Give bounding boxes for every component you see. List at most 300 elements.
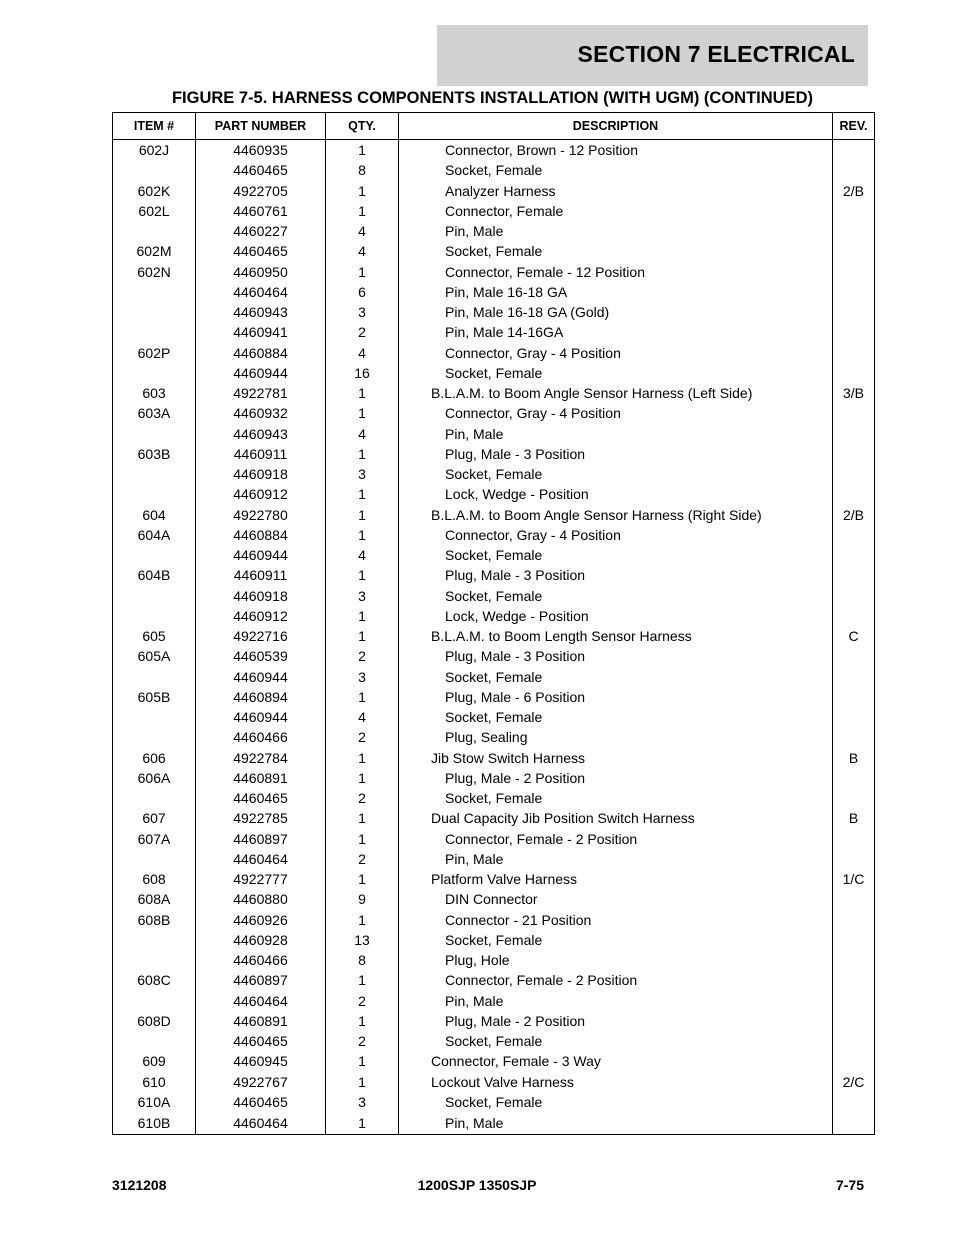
table-row bbox=[113, 322, 875, 342]
table-row bbox=[113, 606, 875, 626]
cell-qty: 1 bbox=[326, 140, 399, 161]
footer-page-number: 7-75 bbox=[835, 1177, 864, 1193]
cell-part-number: 4460932 bbox=[196, 403, 326, 423]
table-row bbox=[113, 262, 875, 282]
table-row bbox=[113, 1112, 875, 1135]
cell-rev bbox=[833, 201, 875, 221]
table-row bbox=[113, 343, 875, 363]
cell-item-number: 603 bbox=[113, 383, 196, 403]
column-header-part-number: PART NUMBER bbox=[196, 113, 326, 140]
column-header-item: ITEM # bbox=[113, 113, 196, 140]
cell-item-number: 602K bbox=[113, 181, 196, 201]
cell-rev: 2/C bbox=[833, 1072, 875, 1092]
cell-description: Connector, Female - 2 Position bbox=[399, 829, 833, 849]
footer-doc-number: 3121208 bbox=[112, 1177, 167, 1193]
cell-qty: 4 bbox=[326, 343, 399, 363]
cell-part-number: 4460465 bbox=[196, 1092, 326, 1112]
figure-title: FIGURE 7-5. HARNESS COMPONENTS INSTALLATION (WITH UGM) (CONTINUED) bbox=[171, 89, 814, 107]
cell-item-number bbox=[113, 1031, 196, 1051]
cell-part-number: 4460912 bbox=[196, 606, 326, 626]
parts-table-body bbox=[113, 140, 875, 1135]
cell-qty: 2 bbox=[326, 788, 399, 808]
cell-rev bbox=[833, 282, 875, 302]
cell-description: Plug, Male - 3 Position bbox=[399, 646, 833, 666]
cell-rev bbox=[833, 322, 875, 342]
cell-description: Pin, Male 16-18 GA bbox=[399, 282, 833, 302]
table-row bbox=[113, 241, 875, 261]
cell-qty: 2 bbox=[326, 991, 399, 1011]
cell-part-number: 4460891 bbox=[196, 1011, 326, 1031]
table-row bbox=[113, 1031, 875, 1051]
table-row bbox=[113, 748, 875, 768]
cell-rev: 2/B bbox=[833, 505, 875, 525]
cell-part-number: 4460465 bbox=[196, 788, 326, 808]
cell-description: Plug, Hole bbox=[399, 950, 833, 970]
cell-rev bbox=[833, 302, 875, 322]
cell-rev: 2/B bbox=[833, 181, 875, 201]
parts-table bbox=[112, 112, 875, 1135]
table-row bbox=[113, 1092, 875, 1112]
cell-description: Pin, Male bbox=[399, 221, 833, 241]
column-header-rev: REV. bbox=[833, 113, 875, 140]
cell-rev bbox=[833, 646, 875, 666]
cell-item-number: 607 bbox=[113, 808, 196, 828]
cell-rev bbox=[833, 829, 875, 849]
table-row bbox=[113, 444, 875, 464]
cell-part-number: 4460466 bbox=[196, 727, 326, 747]
cell-description: B.L.A.M. to Boom Length Sensor Harness bbox=[399, 626, 833, 646]
table-row bbox=[113, 950, 875, 970]
cell-item-number: 608B bbox=[113, 910, 196, 930]
cell-item-number: 606 bbox=[113, 748, 196, 768]
cell-description: Socket, Female bbox=[399, 545, 833, 565]
cell-qty: 1 bbox=[326, 181, 399, 201]
table-row bbox=[113, 808, 875, 828]
cell-rev bbox=[833, 788, 875, 808]
cell-item-number bbox=[113, 322, 196, 342]
cell-qty: 4 bbox=[326, 545, 399, 565]
cell-item-number: 608D bbox=[113, 1011, 196, 1031]
cell-description: Socket, Female bbox=[399, 667, 833, 687]
cell-rev bbox=[833, 586, 875, 606]
cell-part-number: 4460918 bbox=[196, 464, 326, 484]
cell-part-number: 4922781 bbox=[196, 383, 326, 403]
cell-part-number: 4460884 bbox=[196, 343, 326, 363]
cell-qty: 1 bbox=[326, 383, 399, 403]
table-row bbox=[113, 505, 875, 525]
cell-item-number: 602N bbox=[113, 262, 196, 282]
cell-rev bbox=[833, 1031, 875, 1051]
cell-part-number: 4922716 bbox=[196, 626, 326, 646]
cell-item-number bbox=[113, 788, 196, 808]
cell-part-number: 4460911 bbox=[196, 565, 326, 585]
cell-part-number: 4460928 bbox=[196, 930, 326, 950]
table-row bbox=[113, 586, 875, 606]
table-row bbox=[113, 910, 875, 930]
cell-item-number bbox=[113, 545, 196, 565]
table-row bbox=[113, 849, 875, 869]
cell-qty: 1 bbox=[326, 403, 399, 423]
cell-description: Socket, Female bbox=[399, 363, 833, 383]
table-row bbox=[113, 727, 875, 747]
cell-description: Lock, Wedge - Position bbox=[399, 484, 833, 504]
cell-item-number: 604A bbox=[113, 525, 196, 545]
cell-item-number bbox=[113, 586, 196, 606]
cell-item-number bbox=[113, 991, 196, 1011]
cell-description: Connector, Female - 12 Position bbox=[399, 262, 833, 282]
cell-qty: 1 bbox=[326, 626, 399, 646]
cell-part-number: 4460465 bbox=[196, 241, 326, 261]
cell-description: Socket, Female bbox=[399, 464, 833, 484]
cell-qty: 1 bbox=[326, 748, 399, 768]
cell-item-number: 602M bbox=[113, 241, 196, 261]
table-row bbox=[113, 1051, 875, 1071]
cell-description: Socket, Female bbox=[399, 707, 833, 727]
cell-part-number: 4460911 bbox=[196, 444, 326, 464]
cell-rev bbox=[833, 464, 875, 484]
cell-description: Jib Stow Switch Harness bbox=[399, 748, 833, 768]
cell-description: Plug, Male - 3 Position bbox=[399, 444, 833, 464]
cell-part-number: 4922777 bbox=[196, 869, 326, 889]
cell-rev bbox=[833, 262, 875, 282]
cell-part-number: 4460926 bbox=[196, 910, 326, 930]
cell-item-number: 608 bbox=[113, 869, 196, 889]
cell-qty: 1 bbox=[326, 970, 399, 990]
cell-description: Socket, Female bbox=[399, 241, 833, 261]
cell-item-number: 607A bbox=[113, 829, 196, 849]
cell-part-number: 4460941 bbox=[196, 322, 326, 342]
cell-item-number: 605B bbox=[113, 687, 196, 707]
cell-rev bbox=[833, 930, 875, 950]
cell-qty: 1 bbox=[326, 1112, 399, 1135]
cell-item-number bbox=[113, 707, 196, 727]
table-row bbox=[113, 687, 875, 707]
table-row bbox=[113, 829, 875, 849]
cell-part-number: 4460897 bbox=[196, 829, 326, 849]
cell-qty: 3 bbox=[326, 586, 399, 606]
cell-description: Pin, Male 14-16GA bbox=[399, 322, 833, 342]
cell-description: Plug, Male - 2 Position bbox=[399, 1011, 833, 1031]
section-title: SECTION 7 ELECTRICAL bbox=[577, 41, 855, 67]
cell-rev bbox=[833, 403, 875, 423]
cell-qty: 1 bbox=[326, 829, 399, 849]
cell-item-number bbox=[113, 606, 196, 626]
cell-qty: 1 bbox=[326, 808, 399, 828]
cell-qty: 1 bbox=[326, 525, 399, 545]
table-row bbox=[113, 768, 875, 788]
cell-description: Plug, Male - 3 Position bbox=[399, 565, 833, 585]
cell-rev: 1/C bbox=[833, 869, 875, 889]
cell-item-number bbox=[113, 727, 196, 747]
table-row bbox=[113, 383, 875, 403]
cell-rev bbox=[833, 363, 875, 383]
cell-rev bbox=[833, 160, 875, 180]
table-row bbox=[113, 221, 875, 241]
cell-qty: 2 bbox=[326, 646, 399, 666]
cell-qty: 3 bbox=[326, 464, 399, 484]
cell-qty: 4 bbox=[326, 424, 399, 444]
cell-item-number: 602J bbox=[113, 140, 196, 161]
cell-description: Socket, Female bbox=[399, 1031, 833, 1051]
table-row bbox=[113, 565, 875, 585]
cell-rev bbox=[833, 343, 875, 363]
cell-qty: 4 bbox=[326, 707, 399, 727]
cell-part-number: 4460761 bbox=[196, 201, 326, 221]
cell-item-number: 604 bbox=[113, 505, 196, 525]
cell-qty: 2 bbox=[326, 1031, 399, 1051]
cell-part-number: 4460464 bbox=[196, 1112, 326, 1135]
cell-part-number: 4922785 bbox=[196, 808, 326, 828]
cell-rev bbox=[833, 221, 875, 241]
cell-part-number: 4460944 bbox=[196, 545, 326, 565]
cell-part-number: 4460465 bbox=[196, 1031, 326, 1051]
cell-item-number: 603A bbox=[113, 403, 196, 423]
cell-qty: 1 bbox=[326, 505, 399, 525]
cell-rev bbox=[833, 140, 875, 161]
cell-part-number: 4460891 bbox=[196, 768, 326, 788]
cell-part-number: 4460465 bbox=[196, 160, 326, 180]
cell-rev bbox=[833, 910, 875, 930]
cell-item-number bbox=[113, 282, 196, 302]
cell-item-number: 605 bbox=[113, 626, 196, 646]
cell-rev bbox=[833, 525, 875, 545]
cell-part-number: 4460539 bbox=[196, 646, 326, 666]
cell-qty: 4 bbox=[326, 221, 399, 241]
cell-part-number: 4460912 bbox=[196, 484, 326, 504]
cell-qty: 16 bbox=[326, 363, 399, 383]
cell-description: Connector - 21 Position bbox=[399, 910, 833, 930]
cell-qty: 1 bbox=[326, 444, 399, 464]
table-row bbox=[113, 646, 875, 666]
cell-description: Pin, Male bbox=[399, 1112, 833, 1135]
cell-item-number bbox=[113, 363, 196, 383]
cell-qty: 6 bbox=[326, 282, 399, 302]
table-row bbox=[113, 302, 875, 322]
table-row bbox=[113, 930, 875, 950]
cell-rev: 3/B bbox=[833, 383, 875, 403]
cell-item-number bbox=[113, 221, 196, 241]
cell-description: Pin, Male bbox=[399, 849, 833, 869]
cell-item-number bbox=[113, 930, 196, 950]
table-row bbox=[113, 707, 875, 727]
cell-qty: 8 bbox=[326, 950, 399, 970]
cell-item-number: 605A bbox=[113, 646, 196, 666]
cell-part-number: 4922705 bbox=[196, 181, 326, 201]
cell-item-number bbox=[113, 667, 196, 687]
cell-qty: 1 bbox=[326, 484, 399, 504]
column-header-description: DESCRIPTION bbox=[399, 113, 833, 140]
table-header-row bbox=[113, 113, 875, 140]
cell-description: Lockout Valve Harness bbox=[399, 1072, 833, 1092]
table-row bbox=[113, 889, 875, 909]
cell-description: Socket, Female bbox=[399, 788, 833, 808]
cell-item-number bbox=[113, 849, 196, 869]
cell-description: Plug, Sealing bbox=[399, 727, 833, 747]
cell-part-number: 4460464 bbox=[196, 849, 326, 869]
cell-qty: 3 bbox=[326, 302, 399, 322]
cell-rev: C bbox=[833, 626, 875, 646]
cell-qty: 1 bbox=[326, 687, 399, 707]
cell-item-number bbox=[113, 160, 196, 180]
cell-part-number: 4460943 bbox=[196, 302, 326, 322]
cell-part-number: 4460943 bbox=[196, 424, 326, 444]
cell-item-number bbox=[113, 302, 196, 322]
cell-qty: 4 bbox=[326, 241, 399, 261]
cell-qty: 1 bbox=[326, 869, 399, 889]
cell-description: Socket, Female bbox=[399, 160, 833, 180]
table-row bbox=[113, 991, 875, 1011]
cell-rev bbox=[833, 991, 875, 1011]
cell-rev bbox=[833, 1011, 875, 1031]
cell-rev bbox=[833, 444, 875, 464]
table-row bbox=[113, 1072, 875, 1092]
table-row bbox=[113, 545, 875, 565]
cell-rev bbox=[833, 1051, 875, 1071]
cell-item-number: 606A bbox=[113, 768, 196, 788]
cell-part-number: 4460944 bbox=[196, 667, 326, 687]
cell-qty: 2 bbox=[326, 849, 399, 869]
cell-item-number: 610A bbox=[113, 1092, 196, 1112]
cell-item-number: 610 bbox=[113, 1072, 196, 1092]
cell-description: Pin, Male bbox=[399, 424, 833, 444]
cell-qty: 1 bbox=[326, 1072, 399, 1092]
table-row bbox=[113, 1011, 875, 1031]
cell-description: Connector, Gray - 4 Position bbox=[399, 525, 833, 545]
cell-rev bbox=[833, 424, 875, 444]
cell-item-number: 608A bbox=[113, 889, 196, 909]
cell-part-number: 4460950 bbox=[196, 262, 326, 282]
cell-description: B.L.A.M. to Boom Angle Sensor Harness (Right Side) bbox=[399, 505, 833, 525]
table-row bbox=[113, 464, 875, 484]
column-header-qty: QTY. bbox=[326, 113, 399, 140]
cell-qty: 3 bbox=[326, 667, 399, 687]
cell-description: Pin, Male bbox=[399, 991, 833, 1011]
cell-item-number bbox=[113, 484, 196, 504]
cell-item-number: 610B bbox=[113, 1112, 196, 1135]
cell-item-number: 604B bbox=[113, 565, 196, 585]
cell-part-number: 4460945 bbox=[196, 1051, 326, 1071]
table-row bbox=[113, 181, 875, 201]
cell-part-number: 4460466 bbox=[196, 950, 326, 970]
cell-rev bbox=[833, 727, 875, 747]
cell-description: Pin, Male 16-18 GA (Gold) bbox=[399, 302, 833, 322]
cell-rev bbox=[833, 768, 875, 788]
cell-part-number: 4922767 bbox=[196, 1072, 326, 1092]
cell-qty: 2 bbox=[326, 322, 399, 342]
cell-qty: 8 bbox=[326, 160, 399, 180]
cell-rev bbox=[833, 241, 875, 261]
table-row bbox=[113, 424, 875, 444]
cell-description: Connector, Female - 2 Position bbox=[399, 970, 833, 990]
cell-qty: 1 bbox=[326, 768, 399, 788]
cell-description: Connector, Gray - 4 Position bbox=[399, 403, 833, 423]
cell-qty: 3 bbox=[326, 1092, 399, 1112]
table-row bbox=[113, 667, 875, 687]
section-header-band bbox=[437, 25, 868, 86]
cell-rev bbox=[833, 889, 875, 909]
table-row bbox=[113, 788, 875, 808]
cell-part-number: 4460944 bbox=[196, 707, 326, 727]
cell-item-number: 609 bbox=[113, 1051, 196, 1071]
cell-description: Lock, Wedge - Position bbox=[399, 606, 833, 626]
cell-description: Connector, Gray - 4 Position bbox=[399, 343, 833, 363]
cell-qty: 13 bbox=[326, 930, 399, 950]
cell-qty: 1 bbox=[326, 1051, 399, 1071]
cell-description: Plug, Male - 2 Position bbox=[399, 768, 833, 788]
cell-description: Connector, Female - 3 Way bbox=[399, 1051, 833, 1071]
cell-rev bbox=[833, 1092, 875, 1112]
cell-item-number: 602P bbox=[113, 343, 196, 363]
cell-part-number: 4460894 bbox=[196, 687, 326, 707]
cell-part-number: 4460935 bbox=[196, 140, 326, 161]
table-row bbox=[113, 525, 875, 545]
cell-qty: 2 bbox=[326, 727, 399, 747]
cell-part-number: 4460897 bbox=[196, 970, 326, 990]
table-row bbox=[113, 869, 875, 889]
footer-model: 1200SJP 1350SJP bbox=[417, 1177, 537, 1193]
cell-part-number: 4460918 bbox=[196, 586, 326, 606]
cell-qty: 1 bbox=[326, 1011, 399, 1031]
cell-qty: 9 bbox=[326, 889, 399, 909]
cell-rev bbox=[833, 565, 875, 585]
cell-rev bbox=[833, 606, 875, 626]
cell-item-number bbox=[113, 424, 196, 444]
cell-description: Socket, Female bbox=[399, 1092, 833, 1112]
cell-qty: 1 bbox=[326, 262, 399, 282]
cell-qty: 1 bbox=[326, 201, 399, 221]
table-row bbox=[113, 970, 875, 990]
cell-rev bbox=[833, 667, 875, 687]
cell-part-number: 4460227 bbox=[196, 221, 326, 241]
table-row bbox=[113, 403, 875, 423]
table-row bbox=[113, 626, 875, 646]
cell-rev bbox=[833, 707, 875, 727]
cell-description: Analyzer Harness bbox=[399, 181, 833, 201]
table-row bbox=[113, 363, 875, 383]
cell-item-number: 603B bbox=[113, 444, 196, 464]
cell-item-number: 608C bbox=[113, 970, 196, 990]
table-row bbox=[113, 201, 875, 221]
cell-part-number: 4922780 bbox=[196, 505, 326, 525]
cell-description: DIN Connector bbox=[399, 889, 833, 909]
cell-part-number: 4460944 bbox=[196, 363, 326, 383]
table-row bbox=[113, 140, 875, 161]
cell-part-number: 4460464 bbox=[196, 991, 326, 1011]
cell-part-number: 4460880 bbox=[196, 889, 326, 909]
cell-part-number: 4922784 bbox=[196, 748, 326, 768]
cell-rev bbox=[833, 849, 875, 869]
table-row bbox=[113, 282, 875, 302]
cell-item-number: 602L bbox=[113, 201, 196, 221]
cell-rev bbox=[833, 950, 875, 970]
cell-rev bbox=[833, 484, 875, 504]
cell-description: Platform Valve Harness bbox=[399, 869, 833, 889]
cell-rev: B bbox=[833, 748, 875, 768]
cell-description: Dual Capacity Jib Position Switch Harness bbox=[399, 808, 833, 828]
cell-qty: 1 bbox=[326, 565, 399, 585]
cell-rev: B bbox=[833, 808, 875, 828]
cell-description: B.L.A.M. to Boom Angle Sensor Harness (Left Side) bbox=[399, 383, 833, 403]
cell-description: Connector, Female bbox=[399, 201, 833, 221]
cell-description: Connector, Brown - 12 Position bbox=[399, 140, 833, 161]
cell-part-number: 4460884 bbox=[196, 525, 326, 545]
cell-item-number bbox=[113, 464, 196, 484]
cell-rev bbox=[833, 687, 875, 707]
cell-part-number: 4460464 bbox=[196, 282, 326, 302]
cell-qty: 1 bbox=[326, 606, 399, 626]
cell-rev bbox=[833, 1112, 875, 1135]
cell-description: Plug, Male - 6 Position bbox=[399, 687, 833, 707]
